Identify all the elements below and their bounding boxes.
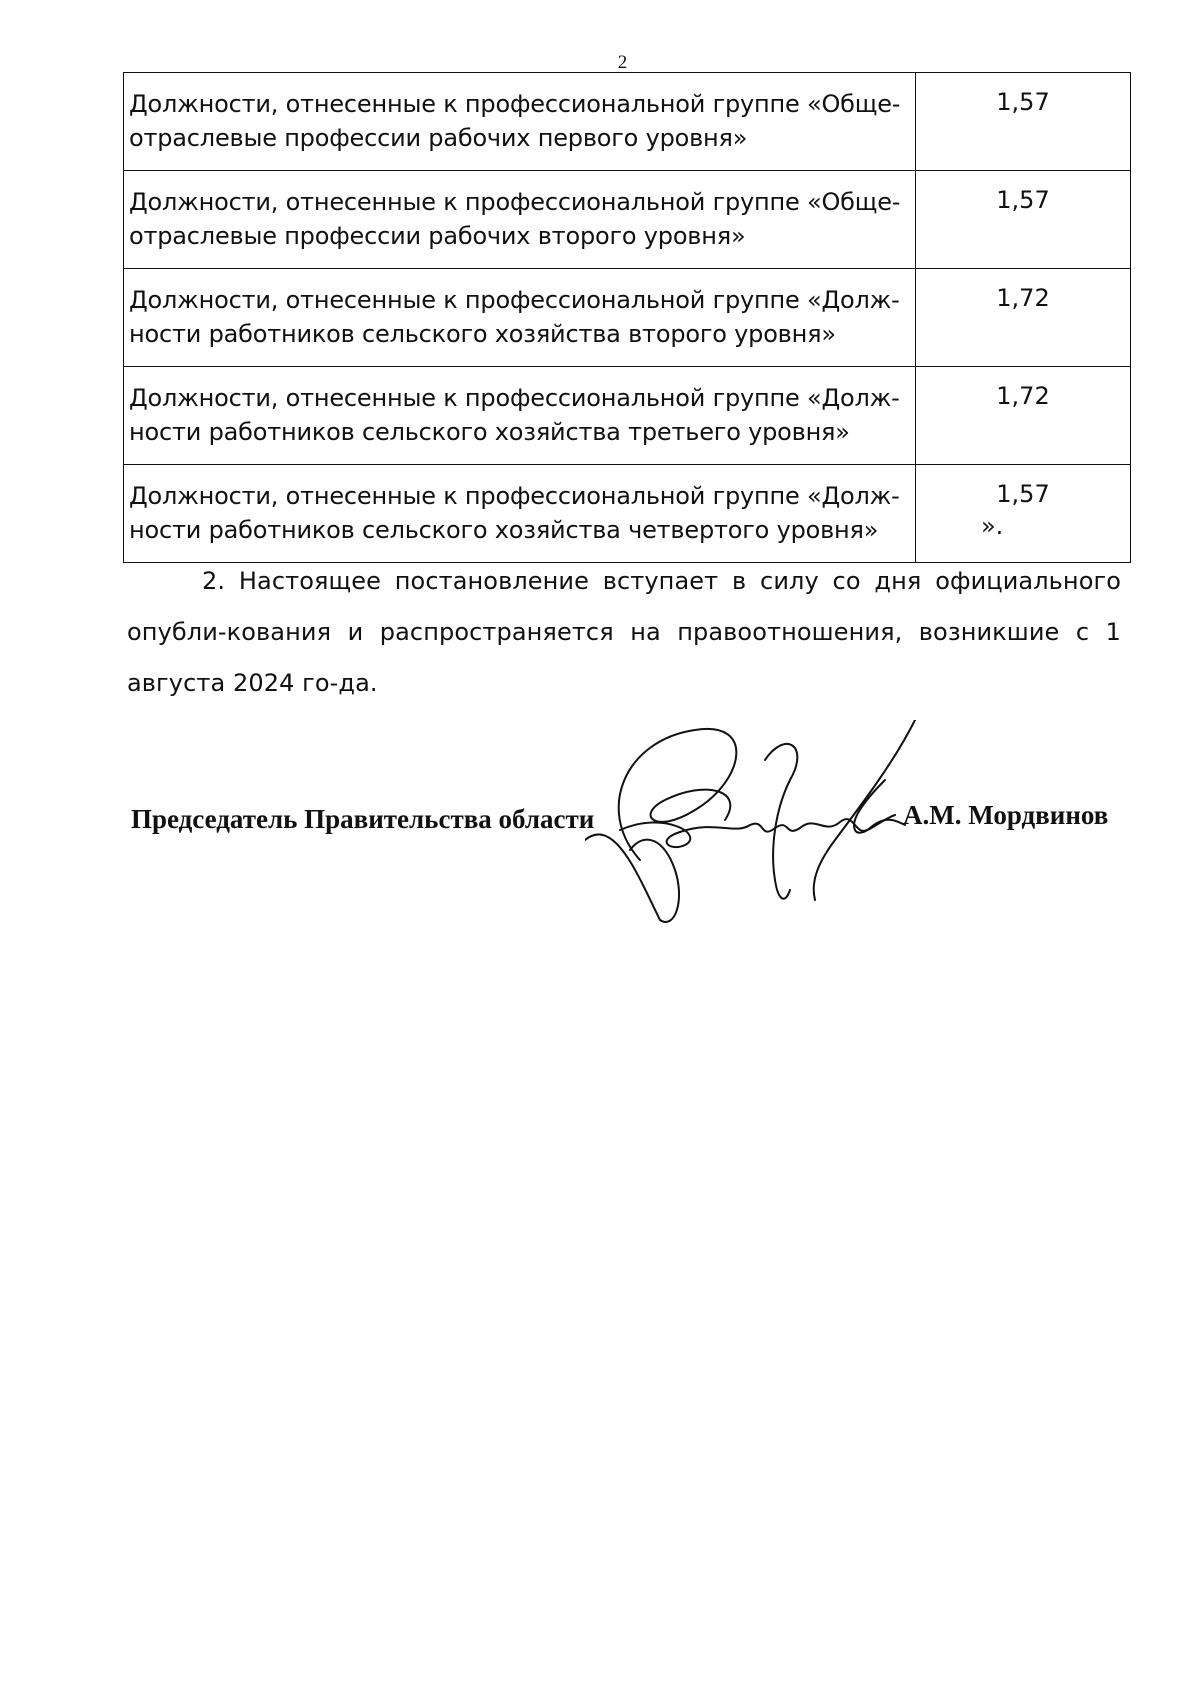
position-group-line: Должности, отнесенные к профессиональной группе «Долж-	[129, 482, 900, 510]
position-group-line: ности работников сельского хозяйства второго уровня»	[129, 320, 836, 348]
signatory-name: А.М. Мордвинов	[903, 800, 1109, 830]
position-group-line: ности работников сельского хозяйства четвертого уровня»	[129, 516, 879, 544]
position-group-line: ности работников сельского хозяйства третьего уровня»	[129, 418, 850, 446]
coefficient-cell: 1,57	[916, 73, 1131, 171]
coefficient-cell: 1,72	[916, 269, 1131, 367]
table-row	[124, 367, 1131, 465]
table-row	[124, 73, 1131, 171]
position-group-line: отраслевые профессии рабочих первого уровня»	[129, 124, 748, 152]
page-number: 2	[617, 52, 628, 73]
position-group-line: Должности, отнесенные к профессиональной группе «Долж-	[129, 384, 900, 412]
position-group-cell	[124, 269, 916, 367]
position-group-line: Должности, отнесенные к профессиональной группе «Обще-	[129, 188, 901, 216]
table-row	[124, 171, 1131, 269]
position-group-cell	[124, 465, 916, 563]
handwritten-signature	[585, 720, 935, 930]
table-row	[124, 269, 1131, 367]
position-group-cell	[124, 171, 916, 269]
table-row	[124, 465, 1131, 563]
coefficient-cell: 1,57	[916, 171, 1131, 269]
position-group-cell	[124, 73, 916, 171]
position-group-line: Должности, отнесенные к профессиональной группе «Обще-	[129, 90, 901, 118]
coefficient-cell: 1,72	[916, 367, 1131, 465]
coefficient-cell: 1,57	[916, 465, 1131, 563]
coefficients-table	[123, 72, 1131, 563]
position-group-cell	[124, 367, 916, 465]
clause-2-paragraph: 2. Настоящее постановление вступает в силу со дня официального опубли-кования и распространяется на правоотношения, возникшие с 1 августа 2024 го-да.	[127, 567, 1121, 697]
signatory-title: Председатель Правительства области	[131, 804, 595, 834]
closing-quote: ».	[981, 512, 1004, 540]
position-group-line: Должности, отнесенные к профессиональной группе «Долж-	[129, 286, 900, 314]
position-group-line: отраслевые профессии рабочих второго уровня»	[129, 222, 746, 250]
